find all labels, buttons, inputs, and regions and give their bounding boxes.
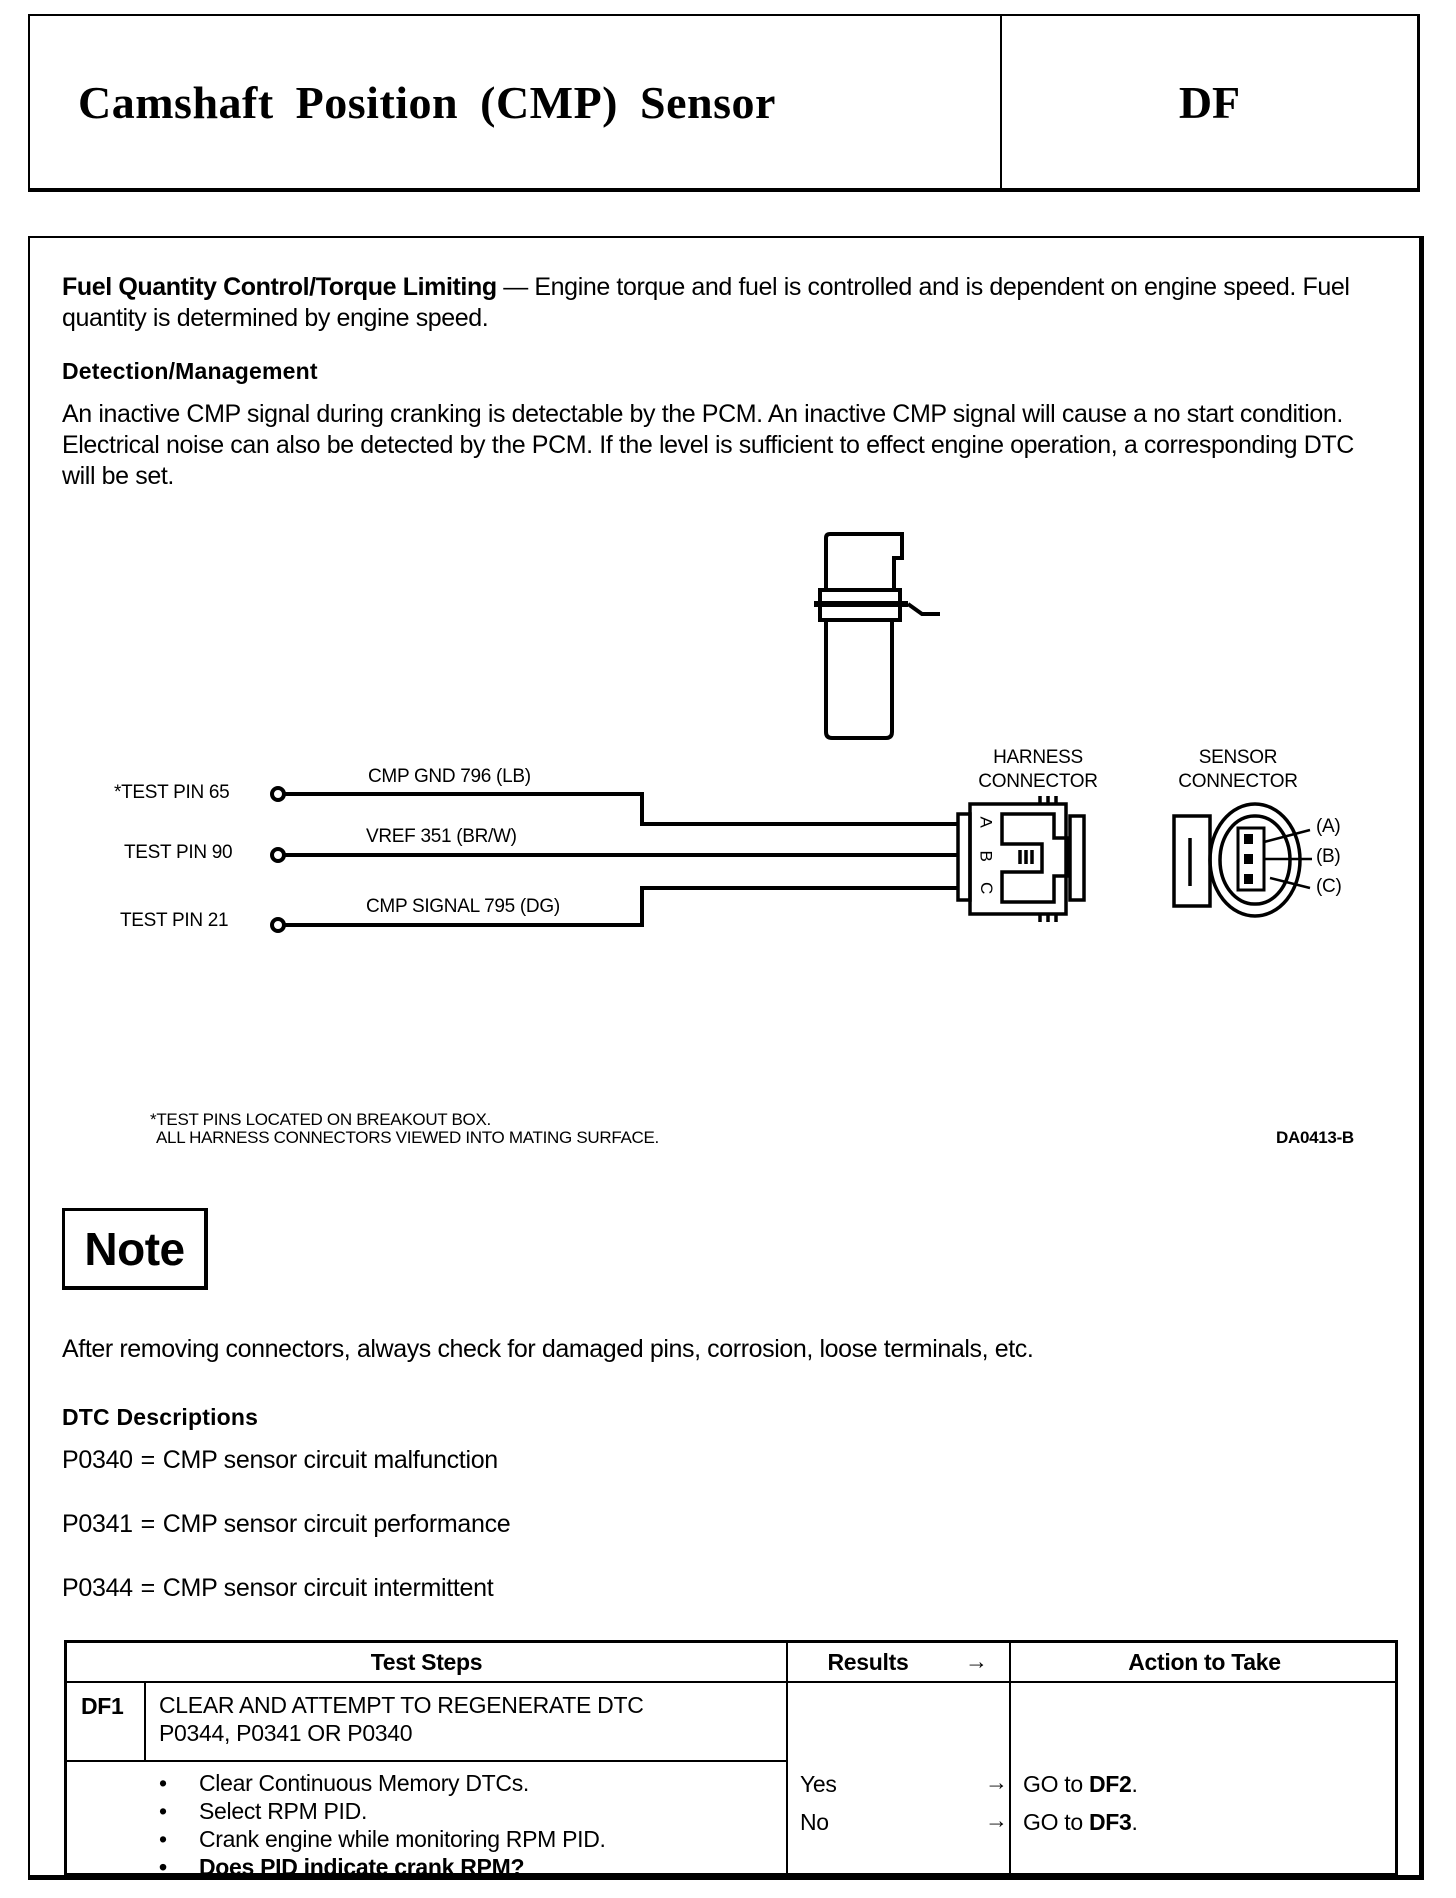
action-suffix: .: [1131, 1809, 1138, 1835]
sensor-connector-label: [1168, 746, 1308, 794]
test-pin-65-label: *TEST PIN 65: [114, 782, 230, 803]
dtc-code: P0344: [62, 1574, 133, 1602]
sensor-pin-c: (C): [1316, 876, 1342, 897]
divider: [67, 1760, 786, 1762]
instruction-question: • Does PID indicate crank RPM?: [159, 1853, 606, 1881]
dtc-item: [62, 1446, 498, 1475]
wire-vref: [272, 849, 958, 861]
goto-df2-link[interactable]: DF2: [1088, 1771, 1132, 1797]
action-prefix: GO to: [1023, 1809, 1089, 1835]
header-arrow-icon: →: [965, 1648, 988, 1674]
sensor-pin-a: (A): [1316, 816, 1341, 837]
instruction-item: • Clear Continuous Memory DTCs.: [159, 1769, 606, 1797]
sensor-connector-illustration: [1174, 804, 1312, 916]
diagram-footnote-2: ALL HARNESS CONNECTORS VIEWED INTO MATING SURFACE.: [156, 1128, 659, 1147]
cmp-sensor-illustration: [814, 534, 940, 738]
dtc-code: P0340: [62, 1446, 133, 1474]
dtc-heading: DTC Descriptions: [62, 1404, 259, 1430]
note-badge: Note: [62, 1208, 208, 1290]
dtc-equals: =: [140, 1574, 155, 1602]
intro-text: Engine torque and fuel is controlled and is dependent on engine speed. Fuel quantity is determined by engine speed.: [62, 273, 1350, 332]
harness-connector-label: [968, 746, 1108, 794]
figure-id: DA0413-B: [1276, 1128, 1354, 1147]
action-yes: [1023, 1771, 1138, 1798]
wire-label-cmp-signal: CMP SIGNAL 795 (DG): [366, 896, 560, 917]
dtc-description: CMP sensor circuit performance: [162, 1510, 511, 1538]
diagram-footnote-1: *TEST PINS LOCATED ON BREAKOUT BOX.: [150, 1110, 491, 1129]
harness-pin-b: B: [976, 850, 996, 862]
sensor-label-line2: CONNECTOR: [1178, 771, 1298, 792]
detection-heading: Detection/Management: [62, 358, 318, 384]
header-results: Results: [827, 1649, 909, 1675]
sensor-label-line1: SENSOR: [1198, 747, 1278, 768]
action-suffix: .: [1131, 1771, 1138, 1797]
instruction-item: • Crank engine while monitoring RPM PID.: [159, 1825, 606, 1853]
dtc-equals: =: [140, 1510, 155, 1538]
harness-pin-a: A: [976, 816, 996, 828]
dtc-code: P0341: [62, 1510, 133, 1538]
section-code: DF: [1178, 76, 1241, 128]
result-yes: Yes: [800, 1771, 837, 1797]
intro-section: [62, 272, 1389, 492]
step-title-line1: CLEAR AND ATTEMPT TO REGENERATE DTC: [159, 1692, 644, 1718]
wire-label-cmp-gnd: CMP GND 796 (LB): [368, 766, 531, 787]
wire-cmp-gnd: [272, 788, 958, 824]
step-id: DF1: [81, 1693, 124, 1719]
goto-df3-link[interactable]: DF3: [1088, 1809, 1132, 1835]
dtc-item: [62, 1574, 493, 1603]
intro-dash: —: [496, 273, 535, 301]
dtc-description: CMP sensor circuit malfunction: [162, 1446, 498, 1474]
test-pin-21-label: TEST PIN 21: [120, 910, 229, 931]
page-title: Camshaft Position (CMP) Sensor: [30, 16, 1002, 188]
wire-label-vref: VREF 351 (BR/W): [366, 826, 517, 847]
harness-pin-c: C: [976, 882, 996, 894]
harness-label-line2: CONNECTOR: [978, 771, 1098, 792]
sensor-pin-b: (B): [1316, 846, 1341, 867]
test-pin-90-label: TEST PIN 90: [124, 842, 233, 863]
note-text: After removing connectors, always check for damaged pins, corrosion, loose terminals, etc.: [62, 1335, 1034, 1363]
step-instructions: [159, 1769, 606, 1881]
result-no: No: [800, 1809, 829, 1835]
dtc-equals: =: [140, 1446, 155, 1474]
arrow-icon: →: [985, 1769, 1008, 1795]
header-test-steps: Test Steps: [370, 1649, 483, 1675]
step-title-line2: P0344, P0341 OR P0340: [159, 1720, 413, 1746]
test-steps-table: [64, 1640, 1398, 1880]
action-prefix: GO to: [1023, 1771, 1089, 1797]
intro-lead: Fuel Quantity Control/Torque Limiting: [62, 273, 497, 301]
instruction-item: • Select RPM PID.: [159, 1797, 606, 1825]
page-header: [28, 14, 1420, 192]
divider: [1009, 1643, 1011, 1873]
detection-text: An inactive CMP signal during cranking is detectable by the PCM. An inactive CMP signal will cause a no start condition. Electrical noise can also be detected by the PCM. If the level is sufficient to effect engine operation, a corresponding DTC will be set.: [62, 400, 1354, 490]
divider: [144, 1681, 146, 1760]
harness-label-line1: HARNESS: [993, 747, 1083, 768]
intro-paragraph: [62, 272, 1389, 334]
content-frame: [28, 236, 1424, 1880]
dtc-description: CMP sensor circuit intermittent: [162, 1574, 494, 1602]
dtc-item: [62, 1510, 510, 1539]
step-title: [159, 1691, 644, 1747]
divider: [786, 1643, 788, 1873]
header-action: Action to Take: [1128, 1649, 1281, 1675]
action-no: [1023, 1809, 1138, 1836]
divider: [67, 1681, 1395, 1683]
arrow-icon: →: [985, 1807, 1008, 1833]
